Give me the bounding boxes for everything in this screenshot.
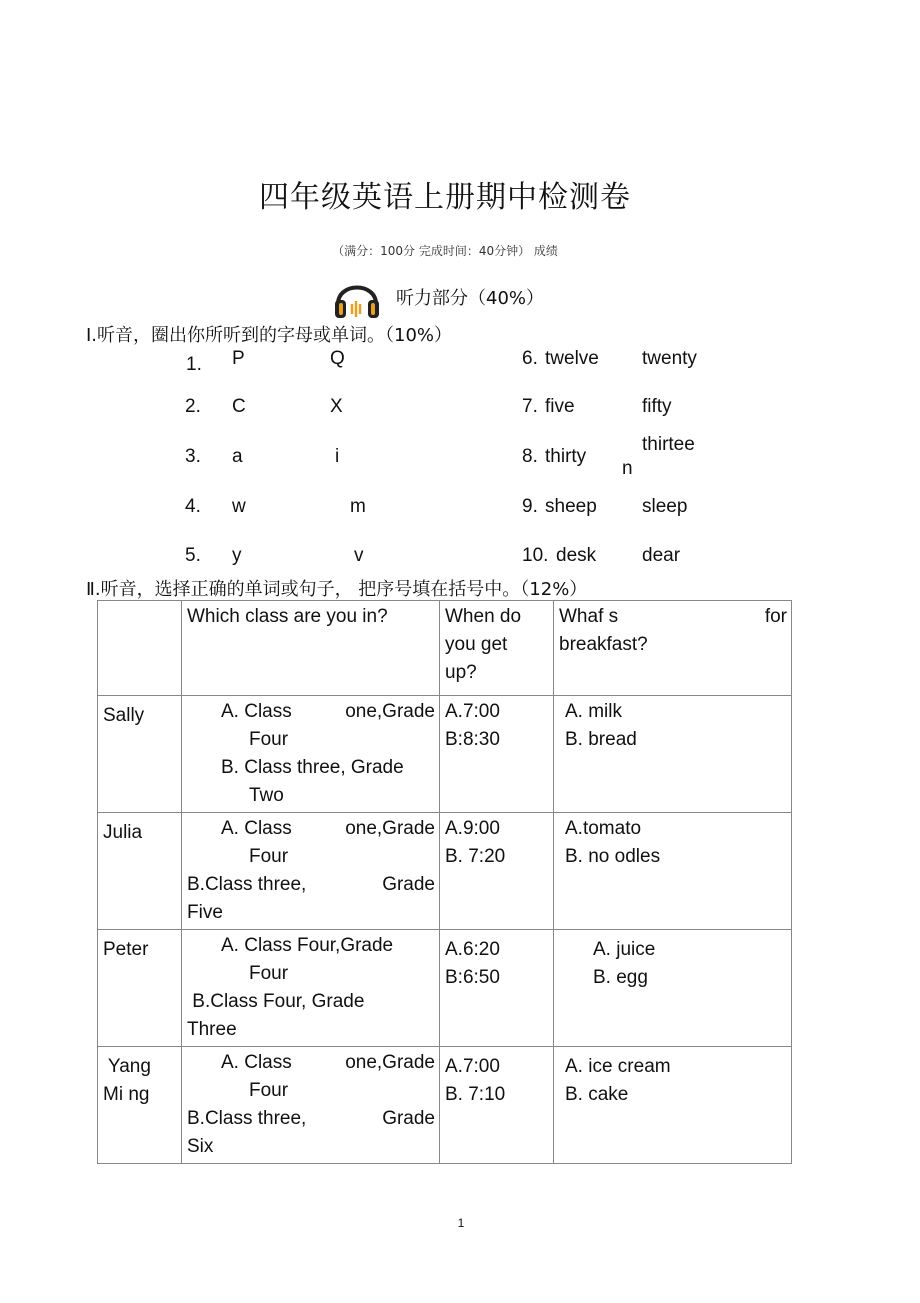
item-number: 7. bbox=[522, 396, 538, 417]
time-options: A.6:20 B:6:50 bbox=[440, 930, 554, 1047]
option-b-wrap: n bbox=[622, 458, 633, 479]
option-a[interactable]: C bbox=[232, 396, 246, 417]
option-b[interactable]: twenty bbox=[642, 348, 697, 369]
table-row bbox=[98, 813, 792, 930]
option-a[interactable]: desk bbox=[556, 545, 597, 566]
option-a[interactable]: thirty bbox=[545, 446, 587, 467]
table-header-row bbox=[98, 601, 792, 696]
option-b[interactable]: i bbox=[335, 446, 340, 467]
header-blank bbox=[98, 601, 182, 696]
page-number: 1 bbox=[457, 1216, 465, 1230]
option-a[interactable]: five bbox=[545, 396, 575, 417]
option-a[interactable]: P bbox=[232, 348, 245, 369]
class-options: A. Class Four,Grade Four B.Class Four, Grade Three bbox=[182, 930, 440, 1047]
student-name: Sally bbox=[98, 696, 182, 813]
option-b[interactable]: sleep bbox=[642, 496, 688, 517]
student-name: Julia bbox=[98, 813, 182, 930]
option-b[interactable]: v bbox=[354, 545, 364, 566]
student-name: Yang Mi ng bbox=[98, 1047, 182, 1164]
option-a[interactable]: y bbox=[232, 545, 242, 566]
question-table bbox=[97, 600, 792, 1164]
exam-info: （满分：100分 完成时间：40分钟） 成绩 bbox=[332, 244, 558, 258]
option-a[interactable]: w bbox=[232, 496, 246, 517]
option-b[interactable]: dear bbox=[642, 545, 681, 566]
class-options: A. Class one,Grade Four B. Class three, Grade Two bbox=[182, 696, 440, 813]
item-number: 3. bbox=[185, 446, 201, 467]
option-b[interactable]: fifty bbox=[642, 396, 672, 417]
option-a[interactable]: twelve bbox=[545, 348, 599, 369]
section2-heading: Ⅱ.听音，选择正确的单词或句子， 把序号填在括号中。（12%） bbox=[86, 579, 588, 600]
section1-heading: Ⅰ.听音，圈出你所听到的字母或单词。（10%） bbox=[86, 325, 453, 346]
food-options: A.tomato B. no odles bbox=[554, 813, 792, 930]
item-number: 10. bbox=[522, 545, 549, 566]
item-number: 1. bbox=[186, 354, 202, 375]
food-options: A. ice cream B. cake bbox=[554, 1047, 792, 1164]
page-title: 四年级英语上册期中检测卷 bbox=[259, 180, 631, 215]
time-options: A.7:00 B:8:30 bbox=[440, 696, 554, 813]
option-b[interactable]: X bbox=[330, 396, 343, 417]
class-options: A. Class one,Grade Four B.Class three, Grade Six bbox=[182, 1047, 440, 1164]
table-row bbox=[98, 930, 792, 1047]
headphones-icon bbox=[332, 274, 382, 322]
class-options: A. Class one,Grade Four B.Class three, Grade Five bbox=[182, 813, 440, 930]
item-number: 8. bbox=[522, 446, 538, 467]
food-options: A. juice B. egg bbox=[554, 930, 792, 1047]
item-number: 5. bbox=[185, 545, 201, 566]
option-a[interactable]: a bbox=[232, 446, 243, 467]
option-b[interactable]: Q bbox=[330, 348, 345, 369]
food-options: A. milk B. bread bbox=[554, 696, 792, 813]
time-options: A.9:00 B. 7:20 bbox=[440, 813, 554, 930]
table-row bbox=[98, 696, 792, 813]
option-b[interactable]: thirtee bbox=[642, 434, 695, 455]
student-name: Peter bbox=[98, 930, 182, 1047]
option-a[interactable]: sheep bbox=[545, 496, 597, 517]
table-row bbox=[98, 1047, 792, 1164]
item-number: 4. bbox=[185, 496, 201, 517]
item-number: 9. bbox=[522, 496, 538, 517]
option-b[interactable]: m bbox=[350, 496, 366, 517]
header-breakfast: Whaf s for breakfast? bbox=[554, 601, 792, 696]
header-time: When do you get up? bbox=[440, 601, 554, 696]
header-class: Which class are you in? bbox=[182, 601, 440, 696]
item-number: 6. bbox=[522, 348, 538, 369]
time-options: A.7:00 B. 7:10 bbox=[440, 1047, 554, 1164]
item-number: 2. bbox=[185, 396, 201, 417]
listening-section-title: 听力部分（40%） bbox=[396, 288, 545, 309]
